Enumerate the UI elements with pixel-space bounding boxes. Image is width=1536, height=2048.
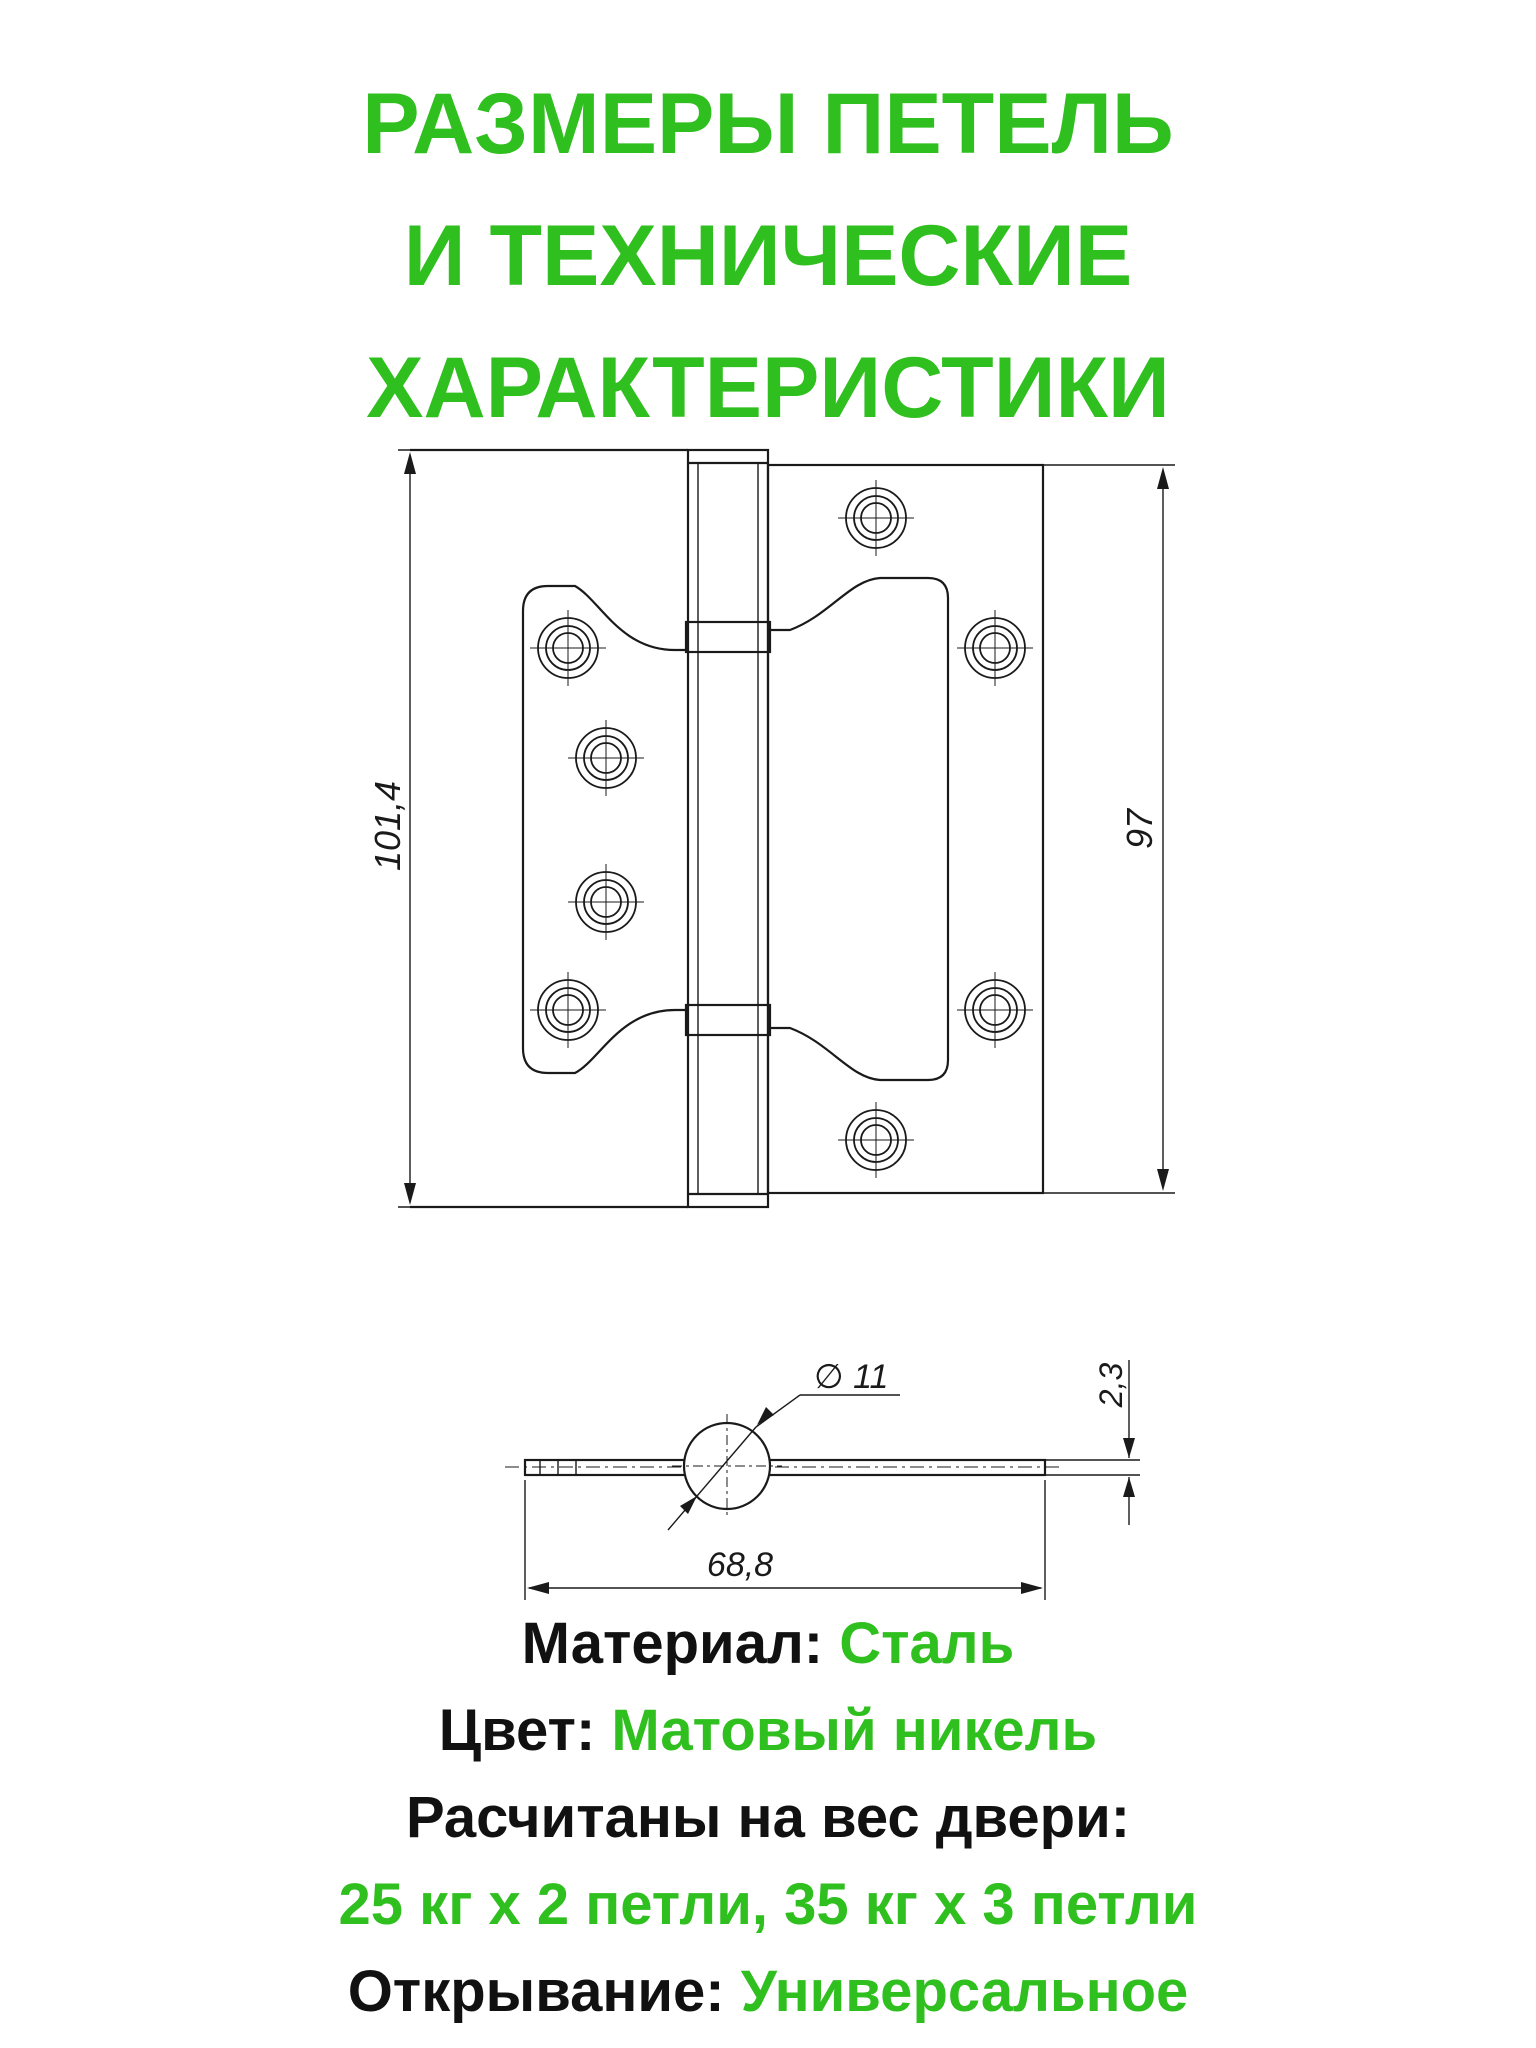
dimension-height-right (1043, 465, 1175, 1193)
screw-hole-icon (838, 480, 914, 556)
screw-hole-icon (957, 610, 1033, 686)
dimension-thickness (1045, 1360, 1140, 1525)
title-line-3: ХАРАКТЕРИСТИКИ (366, 340, 1170, 436)
spec-opening-label: Открывание: (347, 1959, 725, 2024)
title-line-1: РАЗМЕРЫ ПЕТЕЛЬ (362, 76, 1174, 172)
spec-list (0, 1600, 1536, 2035)
spec-color-label: Цвет: (438, 1698, 596, 1763)
screw-holes-right (838, 480, 1033, 1178)
screw-hole-icon (957, 972, 1033, 1048)
dim-thickness-label: 2,3 (1093, 1362, 1129, 1408)
dim-diameter-label: ∅ 11 (814, 1358, 889, 1396)
screw-holes-left (530, 610, 644, 1048)
dim-height-right-label: 97 (1119, 808, 1160, 850)
spec-material (0, 1600, 1536, 1687)
hinge-side-view (505, 1414, 1060, 1518)
spec-color-value: Матовый никель (611, 1698, 1098, 1763)
spec-color (0, 1687, 1536, 1774)
screw-hole-icon (530, 610, 606, 686)
spec-weight-value: 25 кг х 2 петли, 35 кг х 3 петли (338, 1872, 1198, 1937)
title-line-2: И ТЕХНИЧЕСКИЕ (403, 208, 1133, 304)
spec-weight-values (0, 1861, 1536, 1948)
hinge-knuckle (688, 450, 768, 1207)
spec-material-label: Материал: (521, 1611, 824, 1676)
right-leaf-cutout-top (768, 578, 948, 1080)
spec-opening (0, 1948, 1536, 2035)
spec-weight-label: Расчитаны на вес двери: (405, 1785, 1131, 1850)
screw-hole-icon (530, 972, 606, 1048)
spec-weight (0, 1774, 1536, 1861)
screw-hole-icon (568, 864, 644, 940)
spec-material-value: Сталь (839, 1611, 1015, 1676)
dim-height-left-label: 101,4 (367, 780, 408, 872)
screw-hole-icon (568, 720, 644, 796)
screw-hole-icon (838, 1102, 914, 1178)
dim-width-label: 68,8 (706, 1546, 774, 1584)
spec-opening-value: Универсальное (740, 1959, 1189, 2024)
right-leaf-outline (768, 465, 1043, 1193)
dimension-width (525, 1480, 1045, 1600)
hinge-front-view (410, 450, 1043, 1207)
dimension-height-left (367, 450, 688, 1207)
